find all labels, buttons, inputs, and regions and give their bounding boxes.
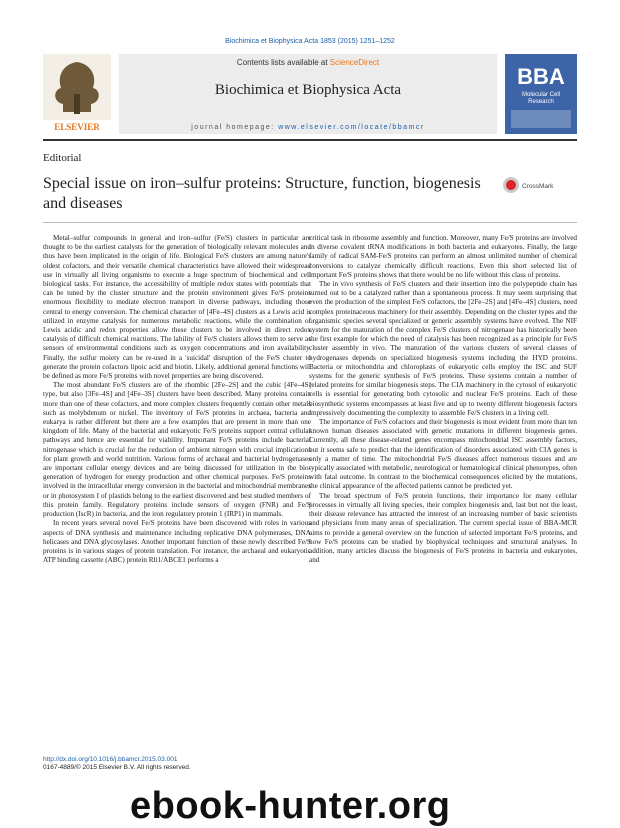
elsevier-logo[interactable]	[43, 54, 111, 134]
paragraph: The importance of Fe/S cofactors and their biogenesis is most evident from more than ten known human diseases associated with genetic mutations in different biogenesis genes. Currently, all these disease-related genes encompass mitochondrial ISC assembly factors, but it seems safe to predict that the identification of disorders associated with CIA genes is only a matter of time. The mitochondrial Fe/S diseases affect numerous tissues and are typically associated with metabolic, neurological or hematological clinical phenotypes, often with fatal outcome. In contrast to the biochemical consequences elicited by the mutations, the clinical appearance of the affected patients cannot be predicted yet.	[309, 418, 577, 491]
crossmark-label: CrossMark	[522, 183, 554, 190]
paragraph: The in vivo synthesis of Fe/S clusters and their insertion into the polypeptide chain has turned out to be a catalyzed rather than a spontaneous process. It may seem surprising that even the production of the simplest Fe/S cofactors, the [2Fe–2S] and [4Fe–4S] clusters, need complex proteinaceous machinery for their assembly. Depending on the cluster types and the organismic species several specialized or generic assembly systems have evolved. The NIF system for the maturation of the complex Fe/S clusters of nitrogenase has historically been the first example for which the need of catalysis has been recognized as a principle for Fe/S cluster assembly in vivo. The maturation of the various clusters of several classes of hydrogenases depends on specialized biogenesis systems including the HYD proteins. Bacteria or mitochondria and chloroplasts of eukaryotic cells employ the ISC and SUF systems for the generic synthesis of Fe/S proteins. These systems contain a number of related proteins for similar biogenesis steps. The CIA machinery in the cytosol of eukaryotic cells is essential for generating both cytosolic and nuclear Fe/S proteins. Each of these biosynthetic systems encompasses at least five and up to twenty different biogenesis factors impressively documenting the complexity to assemble Fe/S clusters in a living cell.	[309, 280, 577, 417]
contents-prefix: Contents lists available at	[236, 58, 330, 67]
paragraph: Metal–sulfur compounds in general and iron–sulfur (Fe/S) clusters in particular are thought to be the earliest catalysts for the generation of biologically relevant molecules and thus have been implicated in the origin of life. Biological Fe/S clusters are among nature's oldest cofactors, and their versatile chemical characteristics have allowed their widespread use in virtually all living organisms to execute a huge spectrum of biochemical and cell biological tasks. For instance, the accessibility of multiple redox states with potentials that can be tuned by the cluster structure and the protein environment gives Fe/S proteins enormous flexibility to mediate electron transport in diverse pathways, including those central to energy conversion. The chemical character of [4Fe–4S] clusters as a Lewis acid is utilized in enzyme catalysis for numerous metabolic reactions, while the combination of Lewis acidic and redox properties allow these clusters to be involved in direct redox catalysis of difficult chemical reactions. The lability of Fe/S clusters allows them to serve as sensors of environmental conditions such as oxygen concentrations and iron availability. Finally, the sulfur moiety can be re-used in a 'suicidal' disruption of the Fe/S cluster to generate the protein cofactors lipoic acid and biotin. Likely, additional general functions will be defined as more Fe/S proteins with novel properties are being discovered.	[43, 234, 311, 381]
journal-homepage	[119, 124, 497, 131]
doi-link[interactable]: http://dx.doi.org/10.1016/j.bbamcr.2015.03.001	[43, 756, 178, 763]
svg-text:Molecular Cell: Molecular Cell	[521, 92, 561, 98]
homepage-prefix: journal homepage:	[191, 124, 279, 131]
article-footer	[43, 756, 191, 772]
watermark-text: ebook-hunter.org	[130, 785, 451, 827]
paragraph: In recent years several novel Fe/S proteins have been discovered with roles in various aspects of DNA synthesis and maintenance including replicative DNA polymerases, DNA helicases and DNA glycosylases. Another important function of these newly described Fe/S proteins is in various stages of protein translation. For instance, the archaeal and eukaryotic ATP binding cassette (ABC) protein Rli1/ABCE1 performs a	[43, 519, 311, 565]
paragraph: The most abundant Fe/S clusters are of the rhombic [2Fe–2S] and the cubic [4Fe–4S] type, but also [3Fe–4S] and [4Fe–3S] clusters have been described. Many proteins contain more than one of these cofactors, and more complex clusters frequently contain other metals such as molybdenum or nickel. The inventory of Fe/S proteins in archaea, bacteria and eukarya is rather different but there are a few examples that are present in more than one kingdom of life. Many of the bacterial and eukaryotic Fe/S proteins support central cellular pathways and hence are essential for viability. Important Fe/S proteins include bacterial nitrogenase which is crucial for the reduction of ambient nitrogen with crucial implications for plant growth and world nutrition. Various forms of archaeal and bacterial hydrogenases are important cellular energy devices and are being discussed for utilization in the bio-generation of hydrogen for energy production and other chemical purposes. Fe/S proteins involved in the intracellular energy conversion in the bacterial and mitochondrial membranes or in photosystem I of plastids belong to the earliest discovered and best studied members of this protein family. Regulatory proteins include sensors of oxygen (FNR) and Fe/S production (IscR) in bacteria, and the iron regulatory protein 1 (IRP1) in mammals.	[43, 381, 311, 519]
paragraph: The broad spectrum of Fe/S protein functions, their importance for many cellular processes in virtually all living species, their complex biogenesis and, last but not the least, their disease relevance has attracted the interest of an increasing number of basic scientists and physicians from many areas of specialization. The current special issue of BBA-MCR aims to provide a general overview on the function of selected important Fe/S proteins, and how Fe/S proteins can be studied by biophysical techniques and structural analyses. In addition, many articles discuss the biogenesis of Fe/S proteins in bacteria and eukaryotes, and	[309, 491, 577, 565]
right-column	[309, 234, 577, 565]
homepage-link[interactable]: www.elsevier.com/locate/bbamcr	[278, 124, 425, 131]
crossmark-badge[interactable]	[502, 176, 564, 194]
section-label: Editorial	[43, 152, 82, 164]
contents-line	[119, 58, 497, 67]
sciencedirect-link[interactable]: ScienceDirect	[329, 58, 380, 67]
journal-cover[interactable]	[505, 54, 577, 134]
svg-text:Research: Research	[528, 99, 554, 105]
paragraph: critical task in ribosome assembly and function. Moreover, many Fe/S proteins are involved in diverse covalent tRNA modifications in both bacteria and eukaryotes. Finally, the large family of radical SAM-Fe/S proteins can perform an almost unlimited number of chemical conversions to catalyze chemically difficult reactions. Even this short selected list of important Fe/S proteins shows that there would be no life without this class of proteins.	[309, 234, 577, 279]
journal-name: Biochimica et Biophysica Acta	[214, 82, 402, 98]
journal-citation[interactable]: Biochimica et Biophysica Acta 1853 (2015) 1251–1252	[225, 38, 395, 45]
article-title: Special issue on iron–sulfur proteins: Structure, function, biogenesis and diseases	[43, 175, 481, 212]
copyright: 0167-4889/© 2015 Elsevier B.V. All rights reserved.	[43, 764, 191, 771]
journal-banner	[119, 54, 497, 134]
journal-header	[43, 54, 577, 136]
left-column	[43, 234, 311, 565]
svg-text:BBA: BBA	[517, 64, 565, 89]
svg-text:ELSEVIER: ELSEVIER	[54, 122, 100, 132]
header-rule	[43, 139, 577, 141]
title-rule	[43, 222, 577, 223]
